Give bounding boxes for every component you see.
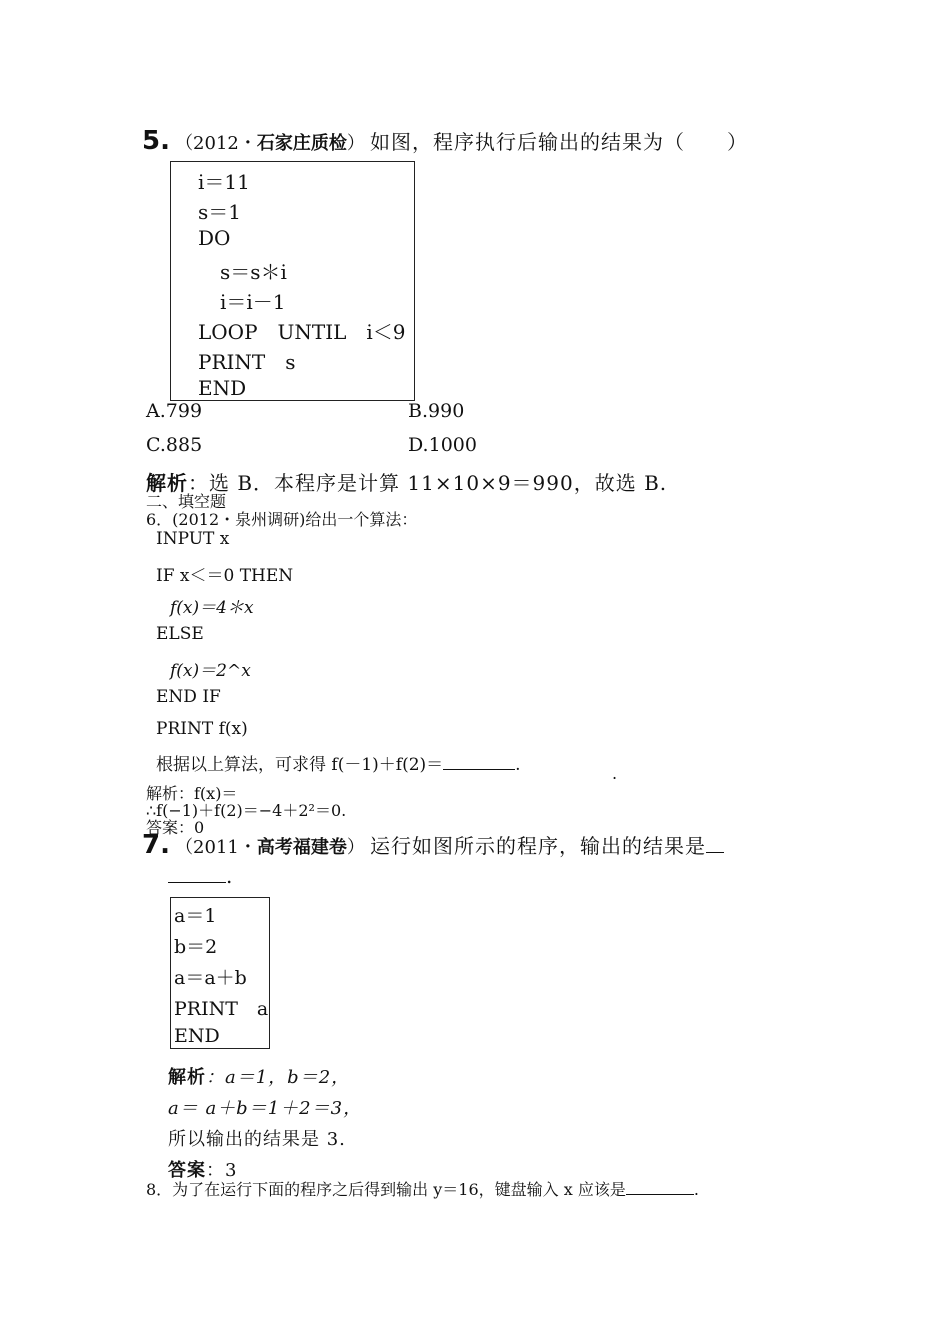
q6-code-line: END IF <box>156 687 221 707</box>
q7-answer-blank-start[interactable] <box>706 834 724 853</box>
q6-stray-dot: . <box>612 764 618 783</box>
q7-answer: 答案：3 <box>168 1160 238 1181</box>
q6-code-line: f(x)＝2^x <box>170 661 251 681</box>
q5-code-line: LOOP UNTIL i＜9 <box>198 320 406 344</box>
q5-code-line: END <box>198 376 247 400</box>
q6-code-line: INPUT x <box>156 529 230 549</box>
q5-question-text: 如图，程序执行后输出的结果为（ ） <box>369 130 748 154</box>
q5-code-line: i＝i－1 <box>220 290 286 314</box>
q6-code-line: f(x)＝4＊x <box>170 598 254 618</box>
q5-option-c: C.885 <box>146 434 203 456</box>
q6-analysis-line1: 解析：f(x)＝ <box>146 784 238 803</box>
q7-answer-blank[interactable] <box>168 864 226 883</box>
q7-source: （2011・高考福建卷） <box>175 837 365 858</box>
q5-code-line: DO <box>198 226 231 250</box>
q7-analysis-line1: 解析：a＝1，b＝2， <box>168 1067 351 1088</box>
q5-option-d: D.1000 <box>408 434 477 456</box>
q6-title: 6．(2012・泉州调研)给出一个算法： <box>146 510 418 529</box>
section-title: 二、填空题 <box>146 492 227 511</box>
q6-code-line: PRINT f(x) <box>156 719 248 739</box>
q5-source: （2012・石家庄质检） <box>175 133 365 154</box>
q6-answer: 答案：0 <box>146 818 205 837</box>
q5-number: 5. <box>142 126 170 156</box>
q6-code-line: ELSE <box>156 624 204 644</box>
q5-header <box>142 126 748 156</box>
q5-option-a: A.799 <box>146 400 203 422</box>
q6-analysis-line2: ∴f(−1)＋f(2)＝−4＋2²＝0. <box>146 801 347 820</box>
q7-header <box>142 830 724 860</box>
q5-code-line: s＝1 <box>198 200 241 224</box>
q6-question: 根据以上算法，可求得 f(－1)＋f(2)＝ . <box>156 750 521 775</box>
q7-code-line: PRINT a <box>174 998 269 1020</box>
q7-question-text: 运行如图所示的程序，输出的结果是 <box>369 834 706 858</box>
q6-answer-blank[interactable] <box>443 751 515 770</box>
q7-analysis-line3: 所以输出的结果是 3. <box>168 1129 346 1150</box>
q5-code-line: PRINT s <box>198 350 296 374</box>
q5-code-line: i＝11 <box>198 170 250 194</box>
q7-code-line: a＝a＋b <box>174 967 247 989</box>
q6-code-line: IF x＜＝0 THEN <box>156 566 294 586</box>
q8-answer-blank[interactable] <box>626 1180 694 1195</box>
q5-code-line: s＝s＊i <box>220 260 287 284</box>
q5-option-b: B.990 <box>408 400 465 422</box>
q5-analysis: 解析：选 B．本程序是计算 11×10×9＝990，故选 B. <box>146 471 668 495</box>
q7-code-line: b＝2 <box>174 936 218 958</box>
q7-blank-line: . <box>168 864 233 888</box>
q7-code-line: a＝1 <box>174 905 217 927</box>
q7-code-line: END <box>174 1025 220 1047</box>
q7-analysis-line2: a＝ a＋b＝1＋2＝3， <box>168 1098 363 1119</box>
q7-number: 7. <box>142 830 170 860</box>
q8-question: 8．为了在运行下面的程序之后得到输出 y＝16，键盘输入 x 应该是 . <box>146 1180 699 1199</box>
